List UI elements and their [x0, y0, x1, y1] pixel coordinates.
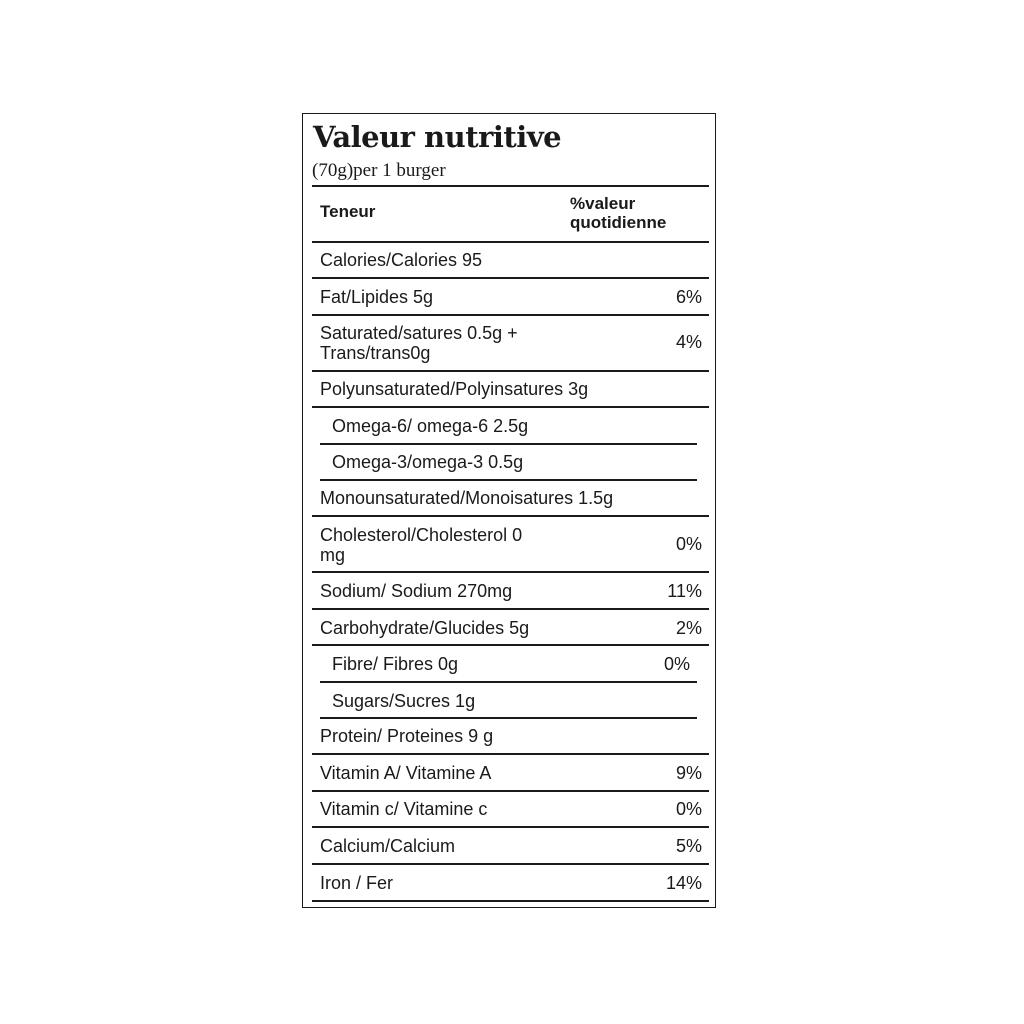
- divider: [320, 717, 697, 719]
- divider: [312, 644, 709, 646]
- divider: [312, 900, 709, 902]
- divider: [312, 241, 709, 243]
- divider: [312, 571, 709, 573]
- row-vitamin-c-dv: 0%: [675, 799, 702, 819]
- divider: [312, 277, 709, 279]
- divider: [312, 370, 709, 372]
- row-calcium-dv: 5%: [675, 836, 702, 856]
- row-omega6: Omega-6/ omega-6 2.5g: [332, 416, 529, 436]
- row-polyunsaturated: Polyunsaturated/Polyinsatures 3g: [320, 379, 589, 399]
- serving-size: (70g)per 1 burger: [312, 160, 446, 181]
- header-daily-value-line2: quotidienne: [570, 213, 667, 232]
- row-saturated-line1: Saturated/satures 0.5g +: [320, 323, 518, 343]
- divider: [312, 790, 709, 792]
- divider: [312, 826, 709, 828]
- divider: [320, 443, 697, 445]
- row-fibre-dv: 0%: [663, 654, 690, 674]
- row-vitamin-a: Vitamin A/ Vitamine A: [320, 763, 492, 783]
- row-vitamin-a-dv: 9%: [675, 763, 702, 783]
- row-cholesterol-line1: Cholesterol/Cholesterol 0: [320, 525, 523, 545]
- row-carbohydrate: Carbohydrate/Glucides 5g: [320, 618, 530, 638]
- header-daily-value: [570, 194, 666, 232]
- row-sodium-dv: 11%: [667, 581, 702, 601]
- divider: [320, 681, 697, 683]
- row-monounsaturated: Monounsaturated/Monoisatures 1.5g: [320, 488, 614, 508]
- row-sodium: Sodium/ Sodium 270mg: [320, 581, 513, 601]
- row-saturated-line2: Trans/trans0g: [320, 343, 431, 363]
- row-cholesterol-line2: mg: [320, 545, 346, 565]
- row-fibre: Fibre/ Fibres 0g: [332, 654, 459, 674]
- row-fat: Fat/Lipides 5g: [320, 287, 434, 307]
- header-daily-value-line1: %valeur: [570, 194, 636, 213]
- row-calories: Calories/Calories 95: [320, 250, 483, 270]
- row-iron: Iron / Fer: [320, 873, 394, 893]
- row-calcium: Calcium/Calcium: [320, 836, 456, 856]
- row-fat-dv: 6%: [675, 287, 702, 307]
- divider: [312, 314, 709, 316]
- row-protein: Protein/ Proteines 9 g: [320, 726, 494, 746]
- divider: [312, 185, 709, 187]
- label-title: Valeur nutritive: [313, 120, 562, 154]
- row-vitamin-c: Vitamin c/ Vitamine c: [320, 799, 488, 819]
- divider: [312, 863, 709, 865]
- divider: [312, 406, 709, 408]
- nutrition-facts-label: [302, 113, 716, 908]
- row-cholesterol-dv: 0%: [675, 534, 702, 554]
- divider: [312, 753, 709, 755]
- row-iron-dv: 14%: [665, 873, 702, 893]
- row-sugars: Sugars/Sucres 1g: [332, 691, 476, 711]
- header-amount: Teneur: [320, 202, 376, 221]
- row-carbohydrate-dv: 2%: [675, 618, 702, 638]
- divider: [320, 479, 697, 481]
- divider: [312, 515, 709, 517]
- row-omega3: Omega-3/omega-3 0.5g: [332, 452, 524, 472]
- divider: [312, 608, 709, 610]
- row-saturated-dv: 4%: [675, 332, 702, 352]
